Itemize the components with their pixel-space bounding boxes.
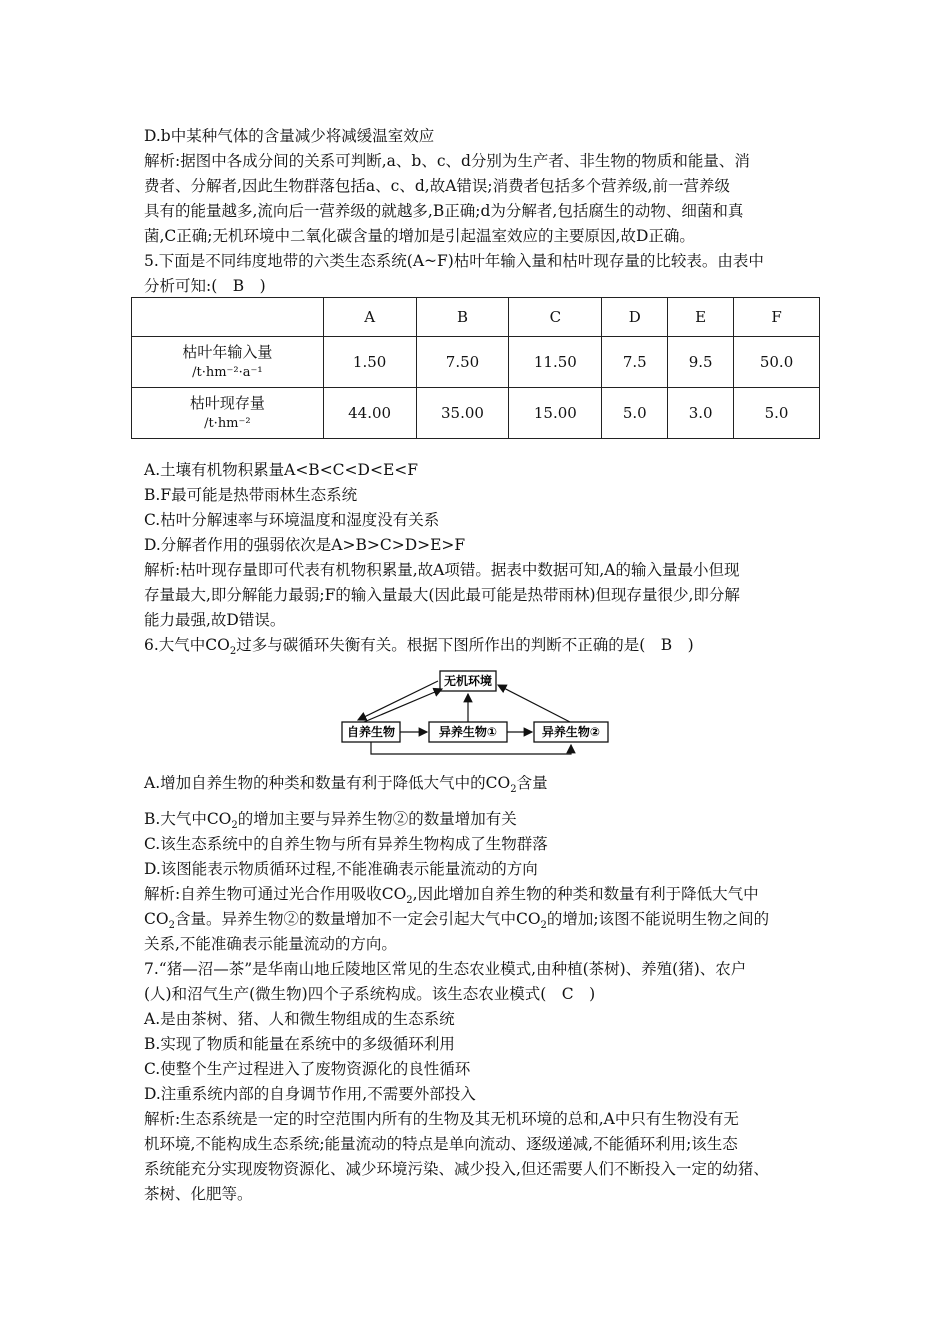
- question-7-stem: (人)和沼气生产(微生物)四个子系统构成。该生态农业模式( C ): [144, 985, 596, 1003]
- text-line: 解析:据图中各成分间的关系可判断,a、b、c、d分别为生产者、非生物的物质和能量、消: [144, 152, 750, 170]
- table-cell: 11.50: [509, 337, 602, 388]
- text-span: ,因此增加自养生物的种类和数量有利于降低大气中: [412, 885, 759, 903]
- text-line: 费者、分解者,因此生物群落包括a、c、d,故A错误;消费者包括多个营养级,前一营养级: [144, 177, 731, 195]
- subscript: 2: [540, 920, 547, 932]
- table-cell: 3.0: [668, 388, 734, 439]
- text-span: 解析:自养生物可通过光合作用吸收CO: [144, 885, 407, 903]
- analysis-line: [144, 907, 769, 931]
- option-d: D.该图能表示物质循环过程,不能准确表示能量流动的方向: [144, 860, 538, 878]
- question-7-stem: 7.“猪—沼—茶”是华南山地丘陵地区常见的生态农业模式,由种植(茶树)、养殖(猪)、农户: [144, 960, 747, 978]
- table-cell: 7.5: [602, 337, 668, 388]
- option-d: D.分解者作用的强弱依次是A>B>C>D>E>F: [144, 536, 466, 554]
- table-header-cell: F: [734, 298, 820, 337]
- box-heterotroph-2: [534, 722, 608, 742]
- text-span: B.大气中CO: [144, 810, 232, 828]
- question-5-stem: 5.下面是不同纬度地带的六类生态系统(A~F)枯叶年输入量和枯叶现存量的比较表。由表中: [144, 252, 764, 270]
- table-cell: 9.5: [668, 337, 734, 388]
- table-cell: 15.00: [509, 388, 602, 439]
- option-b: B.F最可能是热带雨林生态系统: [144, 486, 358, 504]
- analysis-line: 能力最强,故D错误。: [144, 611, 286, 629]
- subscript: 2: [406, 895, 413, 907]
- analysis-line: 解析:枯叶现存量即可代表有机物积累量,故A项错。据表中数据可知,A的输入量最小但现: [144, 561, 740, 579]
- analysis-line: [144, 882, 759, 906]
- box-inorganic-environment: [440, 671, 496, 691]
- row-label-cell: [132, 388, 324, 439]
- node-label: 无机环境: [443, 674, 493, 688]
- subscript: 2: [168, 920, 175, 932]
- analysis-line: 机环境,不能构成生态系统;能量流动的特点是单向流动、逐级递减,不能循环利用;该生态: [144, 1135, 738, 1153]
- litter-table: [131, 297, 820, 439]
- table-cell: 5.0: [602, 388, 668, 439]
- row-label: 枯叶现存量: [189, 394, 265, 412]
- analysis-line: 茶树、化肥等。: [144, 1185, 253, 1203]
- table-header-cell: C: [509, 298, 602, 337]
- table-cell: 5.0: [734, 388, 820, 439]
- table-header-cell: E: [668, 298, 734, 337]
- table-header-cell: A: [323, 298, 416, 337]
- text-span: CO: [144, 910, 169, 928]
- text-line: 菌,C正确;无机环境中二氧化碳含量的增加是引起温室效应的主要原因,故D正确。: [144, 227, 695, 245]
- diagram-arrows: [358, 681, 571, 754]
- table-header-cell: [132, 298, 324, 337]
- text-span: 的增加主要与异养生物②的数量增加有关: [237, 810, 517, 828]
- box-heterotroph-1: [429, 722, 507, 742]
- table-cell: 35.00: [416, 388, 509, 439]
- question-5-answer: 分析可知:( B ): [144, 277, 266, 295]
- text-span: A.增加自养生物的种类和数量有利于降低大气中的CO: [144, 774, 511, 792]
- node-label: 异养生物①: [438, 725, 498, 739]
- text-span: 6.大气中CO: [144, 636, 230, 654]
- table-cell: 7.50: [416, 337, 509, 388]
- text-span: 过多与碳循环失衡有关。根据下图所作出的判断不正确的是( B ): [236, 636, 694, 654]
- option-c: C.枯叶分解速率与环境温度和湿度没有关系: [144, 511, 440, 529]
- analysis-line: 解析:生态系统是一定的时空范围内所有的生物及其无机环境的总和,A中只有生物没有无: [144, 1110, 739, 1128]
- text-line: D.b中某种气体的含量减少将减缓温室效应: [144, 127, 435, 145]
- text-line: 具有的能量越多,流向后一营养级的就越多,B正确;d为分解者,包括腐生的动物、细菌和真: [144, 202, 744, 220]
- subscript: 2: [231, 820, 238, 832]
- subscript: 2: [510, 784, 517, 796]
- table-header-row: [132, 298, 820, 337]
- carbon-cycle-diagram: [336, 665, 616, 760]
- box-autotroph: [342, 722, 400, 742]
- option-a: A.是由茶树、猪、人和微生物组成的生态系统: [144, 1010, 455, 1028]
- question-6-stem: [144, 633, 694, 657]
- subscript: 2: [229, 646, 237, 658]
- option-d: D.注重系统内部的自身调节作用,不需要外部投入: [144, 1085, 476, 1103]
- row-unit: /t·hm⁻²: [204, 416, 251, 431]
- table-cell: 44.00: [323, 388, 416, 439]
- table-header-cell: D: [602, 298, 668, 337]
- table-cell: 50.0: [734, 337, 820, 388]
- row-unit: /t·hm⁻²·a⁻¹: [192, 365, 263, 380]
- option-a: [144, 771, 548, 795]
- option-b: B.实现了物质和能量在系统中的多级循环利用: [144, 1035, 455, 1053]
- analysis-line: 存量最大,即分解能力最弱;F的输入量最大(因此最可能是热带雨林)但现存量很少,即分解: [144, 586, 740, 604]
- node-label: 自养生物: [346, 725, 396, 739]
- table-row: [132, 337, 820, 388]
- option-a: A.土壤有机物积累量A<B<C<D<E<F: [144, 461, 418, 479]
- row-label: 枯叶年输入量: [182, 343, 273, 361]
- table-cell: 1.50: [323, 337, 416, 388]
- table-header-cell: B: [416, 298, 509, 337]
- analysis-line: 关系,不能准确表示能量流动的方向。: [144, 935, 397, 953]
- table-row: [132, 388, 820, 439]
- analysis-line: 系统能充分实现废物资源化、减少环境污染、减少投入,但还需要人们不断投入一定的幼猪、: [144, 1160, 769, 1178]
- option-c: C.该生态系统中的自养生物与所有异养生物构成了生物群落: [144, 835, 548, 853]
- row-label-cell: [132, 337, 324, 388]
- node-label: 异养生物②: [541, 725, 601, 739]
- text-span: 含量: [516, 774, 548, 792]
- text-span: 含量。异养生物②的数量增加不一定会引起大气中CO: [174, 910, 541, 928]
- option-b: [144, 807, 517, 831]
- text-span: 的增加;该图不能说明生物之间的: [546, 910, 770, 928]
- option-c: C.使整个生产过程进入了废物资源化的良性循环: [144, 1060, 471, 1078]
